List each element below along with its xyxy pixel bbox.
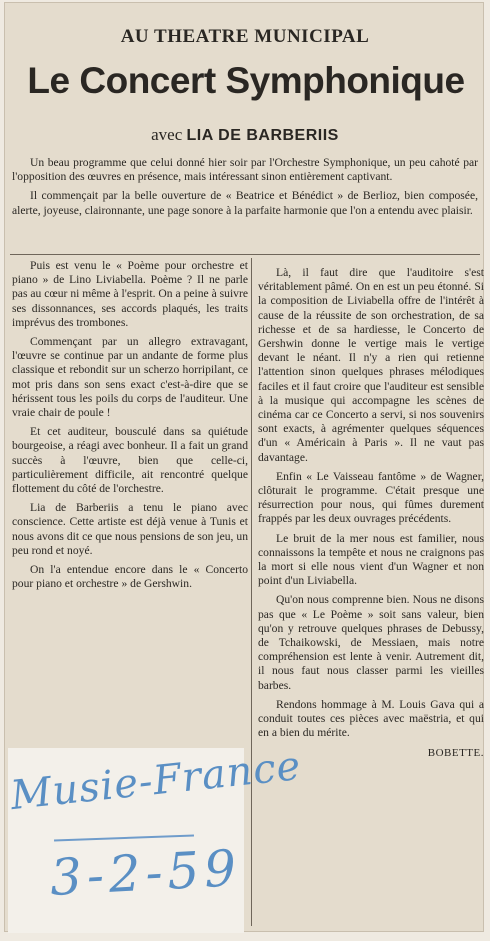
article-kicker: AU THEATRE MUNICIPAL	[120, 26, 370, 47]
column-right	[258, 266, 484, 926]
paragraph: Rendons hommage à M. Louis Gava qui a conduit toutes ces pièces avec maëstria, et qui en a bien du mérite.	[258, 697, 484, 740]
column-divider-horizontal	[10, 254, 480, 255]
paragraph: On l'a entendue encore dans le « Concerto pour piano et orchestre » de Gershwin.	[12, 563, 248, 591]
column-divider-vertical	[251, 258, 252, 926]
paragraph: Il commençait par la belle ouverture de « Beatrice et Bénédict » de Berlioz, bien composée, alerte, joyeuse, claironnante, une page sonore à la parfaite harmonie que l'on a entendu avec plaisir.	[12, 189, 478, 217]
intro-paragraphs	[12, 156, 478, 223]
paragraph: Qu'on nous comprenne bien. Nous ne disons pas que « Le Poème » soit sans valeur, bien qu'on y retrouve quelques phrases de Debussy, de Tchaikowski, de Messiaen, mais notre compréhension est lente à venir. Autrement dit, il nous faut nous classer parmi les vieilles barbes.	[258, 593, 484, 692]
author-signature: BOBETTE.	[427, 746, 484, 759]
handwritten-source: Musie-France	[8, 742, 304, 820]
paragraph: Le bruit de la mer nous est familier, nous connaissons la tempête et nous ne craignons pas la mort si elle nous vient d'un Wagner et non point d'un Liviabella.	[258, 531, 484, 588]
paragraph: Lia de Barberiis a tenu le piano avec conscience. Cette artiste est déjà venue à Tunis et nous avons dit ce que nous pensions de son jeu, un peu rond et noyé.	[12, 501, 248, 557]
handwritten-annotation	[8, 742, 304, 933]
column-left	[12, 259, 248, 739]
byline-prefix: avec	[151, 125, 183, 144]
handwritten-date: 3-2-59	[48, 839, 243, 907]
paragraph: Un beau programme que celui donné hier soir par l'Orchestre Symphonique, un peu cahoté par l'opposition des œuvres en présence, mais intéressant sinon entièrement captivant.	[12, 156, 478, 184]
paragraph: Enfin « Le Vaisseau fantôme » de Wagner, clôturait le programme. C'était presque une résurrection pour nous, qui fûmes durement frappés par les deux ouvrages précédents.	[258, 469, 484, 526]
paragraph: Là, il faut dire que l'auditoire s'est véritablement pâmé. On en est un peu étonné. Si la composition de Liviabella offre de l'intérêt à cause de la réussite de son orchestration, de sa richesse et de sa hardiesse, le Concerto de Gershwin donne le vertige mais le vertige devant le néant. Il n'y a rien qui retienne l'attention sinon quelques phrases mélodiques faciles et il faut croire que l'auditeur est sensible à la musique qui accompagne les scènes de cinéma car ce Concerto a servi, si nos souvenirs sont exacts, à agrémenter quelques séquences d'un « Américain à Paris ». Il ne vaut pas davantage.	[258, 266, 484, 464]
byline-name: LIA DE BARBERIIS	[186, 127, 339, 144]
paragraph: Puis est venu le « Poème pour orchestre et piano » de Lino Liviabella. Poème ? Il ne parle pas au cœur ni même à l'esprit. On a peine à suivre ses dissonnances, ses accords plaqués, les traits imprévus des trombones.	[12, 259, 248, 329]
article-title: Le Concert Symphonique	[27, 60, 465, 101]
handwritten-underline	[54, 835, 194, 842]
article-byline	[0, 125, 490, 145]
paragraph: Commençant par un allegro extravagant, l'œuvre se continue par un andante de forme plus classique et rebondit sur un scherzo horripilant, ce mot pris dans son sens exact c'est-à-dire que se hérissent tous les poils du corps de l'auditeur. Une vraie chair de poule !	[12, 335, 248, 420]
paragraph: Et cet auditeur, bousculé dans sa quiétude bourgeoise, a réagi avec bonheur. Il a fait un grand succès à l'œuvre, bien que celle-ci, particulièrement difficile, ait rencontré quelque flottement du côté de l'orchestre.	[12, 425, 248, 496]
